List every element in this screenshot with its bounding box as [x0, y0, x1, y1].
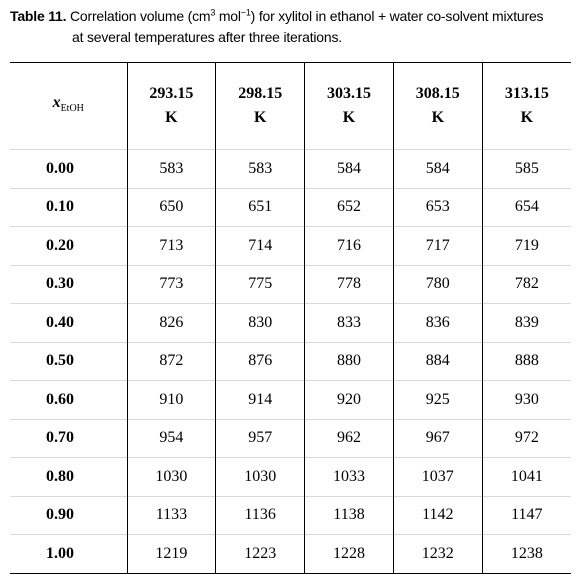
table-cell: 1037 [393, 458, 482, 497]
table-cell: 719 [482, 227, 571, 266]
table-cell: 653 [393, 188, 482, 227]
caption-text-part1: Correlation volume (cm [70, 8, 211, 24]
corner-subscript: EtOH [60, 103, 84, 115]
data-table-wrapper [10, 62, 571, 574]
column-unit: K [342, 109, 356, 126]
table-row [10, 535, 571, 574]
table-cell: 780 [393, 265, 482, 304]
column-header [305, 63, 394, 150]
caption-text-part3: ) for xylitol in ethanol + water co-solvent mixtures [250, 8, 544, 24]
table-cell: 876 [216, 342, 305, 381]
table-row [10, 227, 571, 266]
table-cell: 930 [482, 381, 571, 420]
table-cell: 1142 [393, 496, 482, 535]
table-cell: 826 [127, 304, 216, 343]
table-cell: 839 [482, 304, 571, 343]
table-cell: 884 [393, 342, 482, 381]
table-cell: 1030 [127, 458, 216, 497]
caption-text-part2: mol [215, 8, 241, 24]
column-temperature: 303.15 [326, 85, 371, 102]
column-temperature: 308.15 [415, 85, 460, 102]
table-cell: 920 [305, 381, 394, 420]
table-cell: 880 [305, 342, 394, 381]
table-cell: 1223 [216, 535, 305, 574]
table-cell: 714 [216, 227, 305, 266]
table-cell: 962 [305, 419, 394, 458]
row-x-value: 0.70 [10, 419, 127, 458]
table-cell: 651 [216, 188, 305, 227]
table-cell: 717 [393, 227, 482, 266]
table-cell: 652 [305, 188, 394, 227]
row-x-value: 0.90 [10, 496, 127, 535]
row-x-value: 0.30 [10, 265, 127, 304]
corner-header [10, 63, 127, 150]
table-cell: 778 [305, 265, 394, 304]
row-x-value: 0.80 [10, 458, 127, 497]
table-cell: 836 [393, 304, 482, 343]
header-row [10, 63, 571, 150]
table-cell: 584 [305, 150, 394, 189]
column-unit: K [431, 109, 445, 126]
table-cell: 716 [305, 227, 394, 266]
table-row [10, 150, 571, 189]
table-row [10, 496, 571, 535]
row-x-value: 1.00 [10, 535, 127, 574]
column-header [482, 63, 571, 150]
corner-variable: x [52, 93, 61, 111]
table-cell: 1232 [393, 535, 482, 574]
table-cell: 954 [127, 419, 216, 458]
column-unit: K [165, 109, 178, 126]
table-cell: 773 [127, 265, 216, 304]
caption-unit-sup1: 3 [210, 7, 216, 18]
column-header [127, 63, 216, 150]
table-cell: 775 [216, 265, 305, 304]
table-cell: 585 [482, 150, 571, 189]
table-cell: 713 [127, 227, 216, 266]
row-x-value: 0.00 [10, 150, 127, 189]
table-cell: 833 [305, 304, 394, 343]
table-cell: 1041 [482, 458, 571, 497]
table-cell: 1147 [482, 496, 571, 535]
table-row [10, 188, 571, 227]
data-table [10, 63, 571, 573]
row-x-value: 0.50 [10, 342, 127, 381]
table-cell: 1033 [305, 458, 394, 497]
table-cell: 583 [127, 150, 216, 189]
column-header [216, 63, 305, 150]
row-x-value: 0.20 [10, 227, 127, 266]
table-cell: 1030 [216, 458, 305, 497]
row-x-value: 0.60 [10, 381, 127, 420]
table-row [10, 342, 571, 381]
table-row [10, 458, 571, 497]
table-cell: 914 [216, 381, 305, 420]
table-cell: 872 [127, 342, 216, 381]
table-cell: 584 [393, 150, 482, 189]
column-temperature: 293.15 [149, 85, 194, 102]
column-temperature: 313.15 [504, 85, 549, 102]
column-unit: K [520, 109, 534, 126]
table-cell: 967 [393, 419, 482, 458]
table-cell: 888 [482, 342, 571, 381]
table-cell: 650 [127, 188, 216, 227]
column-header [393, 63, 482, 150]
table-row [10, 419, 571, 458]
table-cell: 1228 [305, 535, 394, 574]
table-caption [10, 6, 575, 48]
table-cell: 654 [482, 188, 571, 227]
column-temperature: 298.15 [238, 85, 283, 102]
table-cell: 782 [482, 265, 571, 304]
table-cell: 583 [216, 150, 305, 189]
table-cell: 957 [216, 419, 305, 458]
caption-unit-sup2: −1 [240, 7, 251, 18]
table-cell: 1133 [127, 496, 216, 535]
table-cell: 910 [127, 381, 216, 420]
column-unit: K [253, 109, 267, 126]
table-cell: 1138 [305, 496, 394, 535]
row-x-value: 0.40 [10, 304, 127, 343]
table-row [10, 381, 571, 420]
table-row [10, 304, 571, 343]
caption-line2: at several temperatures after three iterations. [72, 29, 342, 45]
table-cell: 1136 [216, 496, 305, 535]
table-row [10, 265, 571, 304]
table-cell: 925 [393, 381, 482, 420]
table-cell: 1219 [127, 535, 216, 574]
table-cell: 830 [216, 304, 305, 343]
table-body [10, 150, 571, 574]
table-cell: 1238 [482, 535, 571, 574]
table-cell: 972 [482, 419, 571, 458]
caption-label: Table 11. [10, 8, 67, 24]
row-x-value: 0.10 [10, 188, 127, 227]
